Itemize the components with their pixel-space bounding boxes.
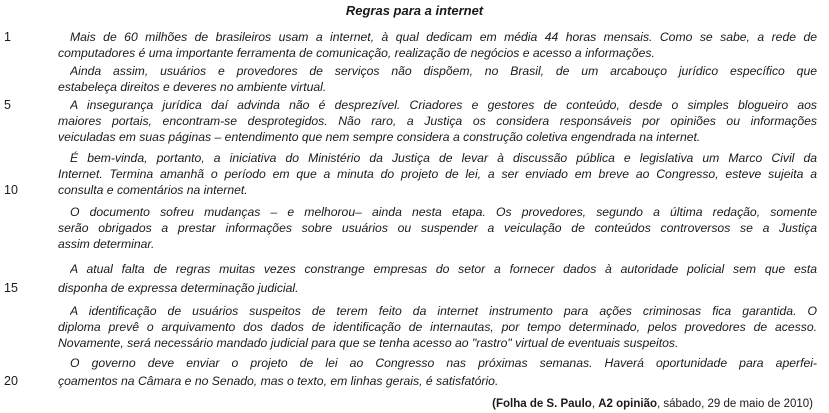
line-number: 5 [4, 98, 11, 112]
text-line [0, 280, 829, 296]
line-text: assim determinar. [58, 237, 155, 251]
citation-date: sábado, 29 de maio de 2010) [663, 398, 813, 410]
line-text: computadores é uma importante ferramenta de comunicação, realização de negócios e acesso a informações. [58, 46, 655, 60]
text-line [0, 97, 829, 113]
text-line [0, 79, 829, 95]
line-text: veiculadas em suas páginas – entendimento que nem sempre considera a construção coletiva engendrada na internet. [58, 130, 701, 144]
text-line [0, 204, 829, 220]
line-text: estabeleça direitos e deveres no ambiente virtual. [58, 80, 327, 94]
text-line [0, 373, 829, 389]
text-line [0, 261, 829, 277]
line-text: O governo deve enviar o projeto de lei ao Congresso nas próximas semanas. Haverá oportunidade para aperfei- [70, 356, 817, 370]
line-text: A atual falta de regras muitas vezes constrange empresas do setor a fornecer dados à autoridade policial sem que esta [70, 262, 817, 276]
line-number: 10 [4, 183, 18, 197]
line-text: diploma prevê o arquivamento dos dados de identificação de internautas, por tempo determinado, pelos provedores de acesso. [58, 320, 817, 334]
line-text: serão obrigados a prestar informações sobre usuários ou suspender a veiculação de conteúdos controversos se a Justiça [58, 221, 817, 235]
line-text: disponha de expressa determinação judicial. [58, 281, 299, 295]
line-text: maiores portais, encontram-se desprotegidos. Não raro, a Justiça os considera responsáveis por opiniões ou informações [58, 114, 817, 128]
text-line [0, 166, 829, 182]
text-line [0, 129, 829, 145]
line-text: çoamentos na Câmara e no Senado, mas o texto, em linhas gerais, é satisfatório. [58, 374, 499, 388]
line-text: É bem-vinda, portanto, a iniciativa do Ministério da Justiça de levar à discussão pública e legislativa um Marco Civil da [70, 151, 817, 165]
text-line [0, 113, 829, 129]
line-text: A identificação de usuários suspeitos de terem feito da internet instrumento para ações criminosas fica garantida. O [70, 304, 817, 318]
article-title: Regras para a internet [345, 3, 484, 18]
line-number: 15 [4, 281, 18, 295]
citation-section: A2 opinião [598, 398, 657, 410]
line-number: 1 [4, 30, 11, 44]
citation-open-paren: ( [492, 398, 496, 410]
text-line [0, 150, 829, 166]
line-text: A insegurança jurídica daí advinda não é desprezível. Criadores e gestores de conteúdo, desde o simples blogueiro aos [70, 98, 817, 112]
text-line [0, 355, 829, 371]
line-number: 20 [4, 374, 18, 388]
text-line [0, 182, 829, 198]
line-text: O documento sofreu mudanças – e melhorou– ainda nesta etapa. Os provedores, segundo a última redação, somente [70, 205, 817, 219]
text-line [0, 303, 829, 319]
citation-publication: Folha de S. Paulo [495, 398, 592, 410]
line-text: Ainda assim, usuários e provedores de serviços não dispõem, no Brasil, de um arcabouço jurídico específico que [70, 64, 817, 78]
line-text: Internet. Termina amanhã o período em que a minuta do projeto de lei, a ser enviado em breve ao Congresso, esteve sujeita a [58, 167, 817, 181]
text-line [0, 220, 829, 236]
text-line [0, 236, 829, 252]
text-line [0, 45, 829, 61]
text-line [0, 335, 829, 351]
text-line [0, 29, 829, 45]
text-line [0, 319, 829, 335]
source-citation: (Folha de S. Paulo, A2 opinião, sábado, 29 de maio de 2010) [492, 398, 813, 410]
line-text: Novamente, será necessário mandado judicial para que se tenha acesso ao "rastro" virtual de eventuais suspeitos. [58, 336, 679, 350]
line-text: consulta e comentários na internet. [58, 183, 248, 197]
text-line [0, 63, 829, 79]
line-text: Mais de 60 milhões de brasileiros usam a internet, à qual dedicam em média 44 horas mensais. Como se sabe, a rede de [70, 30, 817, 44]
